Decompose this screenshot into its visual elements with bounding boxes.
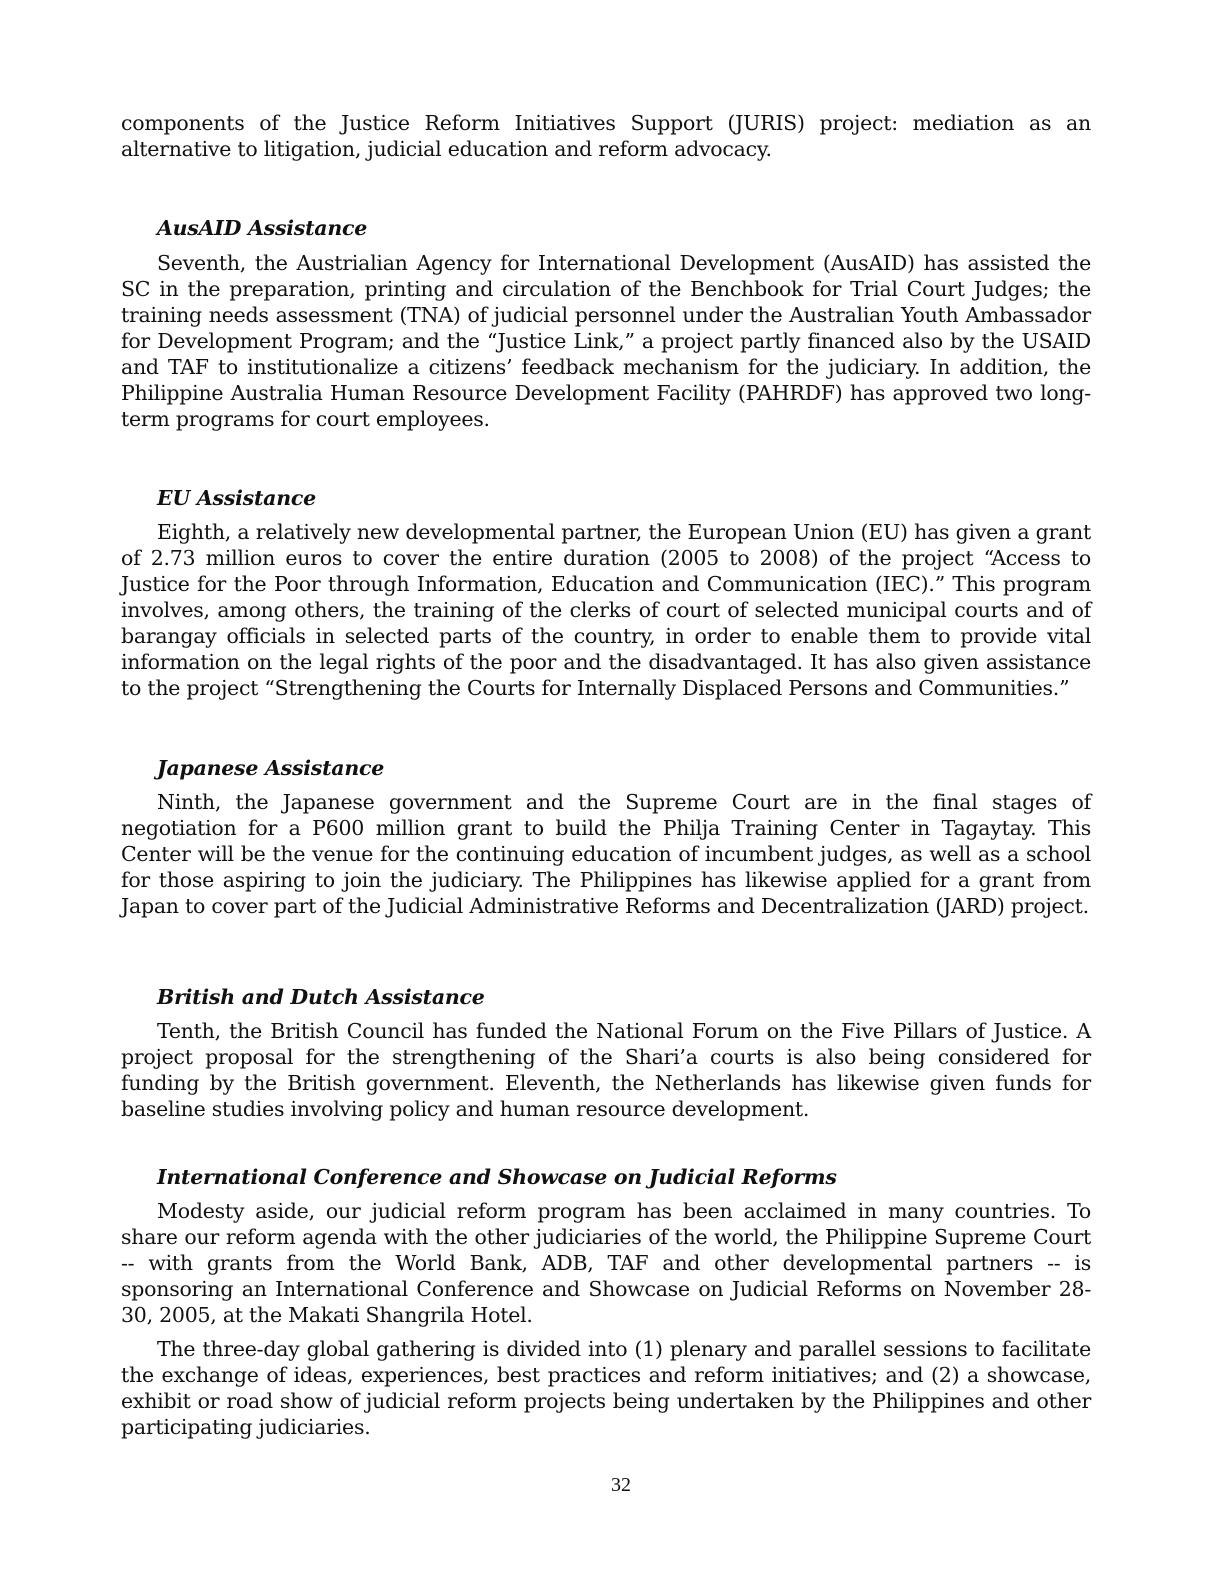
paragraph-international-conference-1: Modesty aside, our judicial reform program has been acclaimed in many countries. To share our reform agenda with the other judiciaries of the world, the Philippine Supreme Court -- with grants from the World Bank, ADB, TAF and other developmental partners -- is sponsoring an International Conference and Showcase on Judicial Reforms on November 28- 30, 2005, at the Makati Shangrila Hotel. <box>121 1199 1091 1327</box>
intro-paragraph: components of the Justice Reform Initiatives Support (JURIS) project: mediation as an alternative to litigation, judicial education and reform advocacy. <box>121 111 1091 161</box>
paragraph-japanese-assistance: Ninth, the Japanese government and the Supreme Court are in the final stages of negotiation for a P600 million grant to build the Philja Training Center in Tagaytay. This Center will be the venue for the continuing education of incumbent judges, as well as a school for those aspiring to join the judiciary. The Philippines has likewise applied for a grant from Japan to cover part of the Judicial Administrative Reforms and Decentralization (JARD) project. <box>121 790 1091 918</box>
heading-british-dutch-assistance: British and Dutch Assistance <box>157 985 485 1009</box>
paragraph-international-conference-2: The three-day global gathering is divided into (1) plenary and parallel sessions to facilitate the exchange of ideas, experiences, best practices and reform initiatives; and (2) a showcase, exhibit or road show of judicial reform projects being undertaken by the Philippines and other participating judiciaries. <box>121 1337 1091 1439</box>
heading-international-conference: International Conference and Showcase on Judicial Reforms <box>157 1165 837 1189</box>
heading-eu-assistance: EU Assistance <box>157 486 316 510</box>
document-page <box>121 0 1091 1584</box>
paragraph-eu-assistance: Eighth, a relatively new developmental partner, the European Union (EU) has given a grant of 2.73 million euros to cover the entire duration (2005 to 2008) of the project “Access to Justice for the Poor through Information, Education and Communication (IEC).” This program involves, among others, the training of the clerks of court of selected municipal courts and of barangay officials in selected parts of the country, in order to enable them to provide vital information on the legal rights of the poor and the disadvantaged. It has also given assistance to the project “Strengthening the Courts for Internally Displaced Persons and Communities.” <box>121 520 1091 700</box>
heading-japanese-assistance: Japanese Assistance <box>157 756 385 780</box>
heading-ausaid-assistance: AusAID Assistance <box>157 216 368 240</box>
page-number: 32 <box>611 1474 631 1496</box>
paragraph-british-dutch-assistance: Tenth, the British Council has funded the National Forum on the Five Pillars of Justice. A project proposal for the strengthening of the Shari’a courts is also being considered for funding by the British government. Eleventh, the Netherlands has likewise given funds for baseline studies involving policy and human resource development. <box>121 1019 1091 1121</box>
paragraph-ausaid-assistance: Seventh, the Austrialian Agency for International Development (AusAID) has assisted the SC in the preparation, printing and circulation of the Benchbook for Trial Court Judges; the training needs assessment (TNA) of judicial personnel under the Australian Youth Ambassador for Development Program; and the “Justice Link,” a project partly financed also by the USAID and TAF to institutionalize a citizens’ feedback mechanism for the judiciary. In addition, the Philippine Australia Human Resource Development Facility (PAHRDF) has approved two long-term programs for court employees. <box>121 251 1091 431</box>
